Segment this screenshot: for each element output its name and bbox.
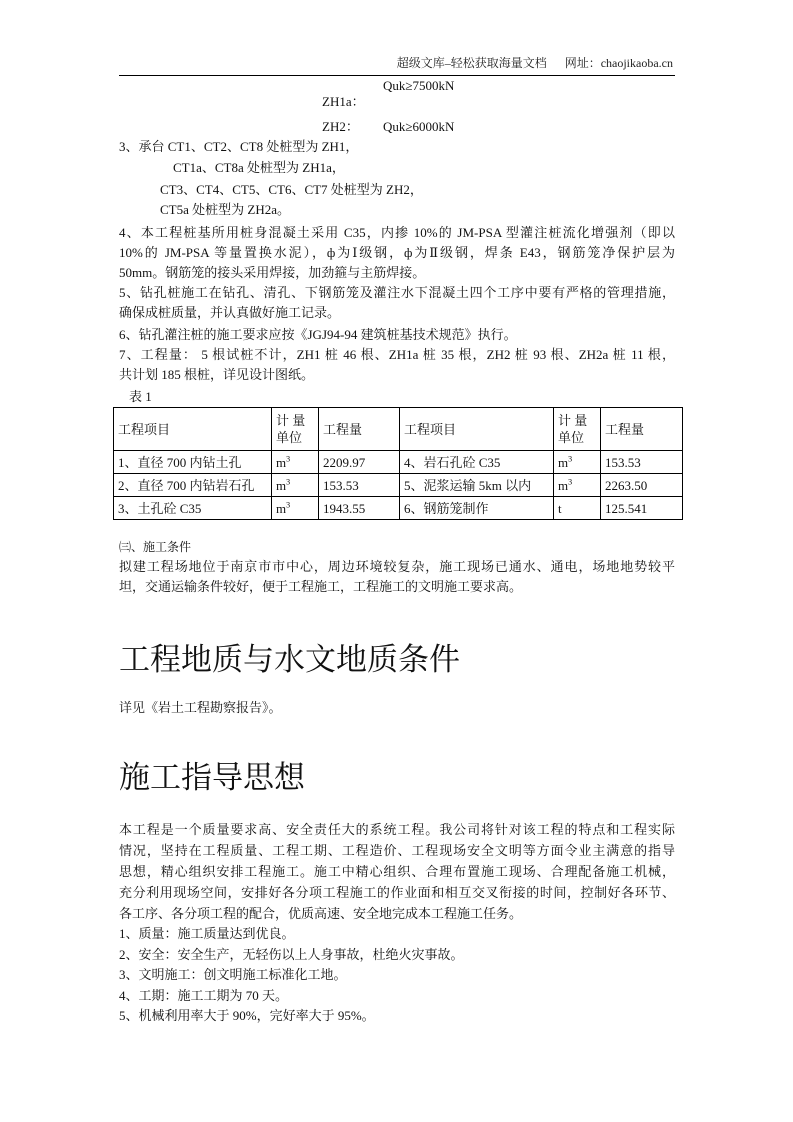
guide-item: 3、文明施工：创文明施工标准化工地。 <box>119 967 347 982</box>
header-cell: 计 量 单位 <box>554 408 601 451</box>
page-header: 超级文库–轻松获取海量文档 网址：chaojikaoba.cn <box>396 56 673 70</box>
geo-heading: 工程地质与水文地质条件 <box>119 642 460 677</box>
para-6: 6、钻孔灌注桩的施工要求应按《JGJ94-94 建筑桩基技术规范》执行。 <box>119 327 517 342</box>
header-rule <box>119 75 675 76</box>
cell: 1、直径 700 内钻土孔 <box>114 451 272 474</box>
conditions-title: ㈢、施工条件 <box>119 540 192 554</box>
quantity-table <box>113 407 683 520</box>
zh1a-label: ZH1a： <box>322 94 365 109</box>
cell <box>554 451 601 474</box>
quk-zh1a: Quk≥7500kN <box>383 78 455 93</box>
cell <box>554 474 601 497</box>
header-cell: 工程项目 <box>114 408 272 451</box>
header-cell: 工程项目 <box>400 408 554 451</box>
guide-para: 充分利用现场空间，安排好各分项工程施工的作业面和相互交叉衔接的时间，控制好各环节、 <box>119 885 675 900</box>
cell: 5、泥浆运输 5km 以内 <box>400 474 554 497</box>
unit-sup: 3 <box>568 477 573 487</box>
conditions-para-2: 坦，交通运输条件较好，便于工程施工，工程施工的文明施工要求高。 <box>119 579 523 594</box>
para-7b: 共计划 185 根桩，详见设计图纸。 <box>119 367 315 382</box>
table-row <box>114 497 683 520</box>
guide-item: 2、安全：安全生产，无轻伤以上人身事故，杜绝火灾事故。 <box>119 947 464 962</box>
cell: 2、直径 700 内钻岩石孔 <box>114 474 272 497</box>
cell <box>272 451 319 474</box>
para-3: 3、承台 CT1、CT2、CT8 处桩型为 ZH1， <box>119 139 359 154</box>
cell: 153.53 <box>601 451 683 474</box>
cell <box>272 497 319 520</box>
header-cell: 计 量 单位 <box>272 408 319 451</box>
header-cell: 工程量 <box>319 408 400 451</box>
unit-sup: 3 <box>568 454 573 464</box>
guide-para: 各工序、各分项工程的配合，优质高速、安全地完成本工程施工任务。 <box>119 906 523 921</box>
cell: 2263.50 <box>601 474 683 497</box>
cell: 153.53 <box>319 474 400 497</box>
unit: m <box>276 477 287 493</box>
cell <box>272 474 319 497</box>
unit: m <box>276 500 287 516</box>
para-7: 7、工程量： 5 根试桩不计，ZH1 桩 46 根、ZH1a 桩 35 根，ZH2 桩 93 根、ZH2a 桩 11 根， <box>119 347 675 362</box>
para-4: 4、本工程桩基所用桩身混凝土采用 C35，内掺 10%的 JM-PSA 型灌注桩流化增强剂（即以 <box>119 225 675 240</box>
header-cell: 工程量 <box>601 408 683 451</box>
unit-sup: 3 <box>286 477 291 487</box>
guide-para: 情况，坚持在工程质量、工程工期、工程造价、工程现场安全文明等方面令业主满意的指导 <box>119 843 675 858</box>
table-row <box>114 474 683 497</box>
para-4c: 50mm。钢筋笼的接头采用焊接，加劲箍与主筋焊接。 <box>119 265 426 280</box>
cell: 125.541 <box>601 497 683 520</box>
para-5: 5、钻孔桩施工在钻孔、清孔、下钢筋笼及灌注水下混凝土四个工序中要有严格的管理措施， <box>119 285 675 300</box>
unit: m <box>558 454 569 470</box>
unit-sup: 3 <box>286 454 291 464</box>
table-caption: 表 1 <box>129 389 152 404</box>
para-3d: CT5a 处桩型为 ZH2a。 <box>160 202 290 217</box>
para-4b: 10%的 JM-PSA 等量置换水泥），ф为Ⅰ级钢，ф为Ⅱ级钢，焊条 E43，钢筋笼净保护层为 <box>119 245 675 260</box>
guide-para: 思想，精心组织安排工程施工。施工中精心组织、合理布置施工现场、合理配备施工机械， <box>119 864 675 879</box>
unit: m <box>558 477 569 493</box>
table-header-row <box>114 408 683 451</box>
cell: 4、岩石孔砼 C35 <box>400 451 554 474</box>
cell: 6、钢筋笼制作 <box>400 497 554 520</box>
conditions-para: 拟建工程场地位于南京市市中心，周边环境较复杂，施工现场已通水、通电，场地地势较平 <box>119 559 675 574</box>
zh2-label: ZH2： <box>322 119 359 134</box>
guide-item: 1、质量：施工质量达到优良。 <box>119 926 295 941</box>
cell: t <box>554 497 601 520</box>
para-3b: CT1a、CT8a 处桩型为 ZH1a， <box>173 160 345 175</box>
guide-para: 本工程是一个质量要求高、安全责任大的系统工程。我公司将针对该工程的特点和工程实际 <box>119 822 675 837</box>
geo-text: 详见《岩土工程勘察报告》。 <box>119 700 282 715</box>
unit-sup: 3 <box>286 500 291 510</box>
para-3c: CT3、CT4、CT5、CT6、CT7 处桩型为 ZH2， <box>160 182 423 197</box>
guide-item: 4、工期：施工工期为 70 天。 <box>119 988 289 1003</box>
guide-item: 5、机械利用率大于 90%，完好率大于 95%。 <box>119 1008 375 1023</box>
cell: 1943.55 <box>319 497 400 520</box>
guide-heading: 施工指导思想 <box>119 760 305 795</box>
cell: 2209.97 <box>319 451 400 474</box>
unit: m <box>276 454 287 470</box>
para-5b: 确保成桩质量，并认真做好施工记录。 <box>119 305 341 320</box>
quk-zh2: Quk≥6000kN <box>383 119 455 134</box>
cell: 3、土孔砼 C35 <box>114 497 272 520</box>
table-row <box>114 451 683 474</box>
